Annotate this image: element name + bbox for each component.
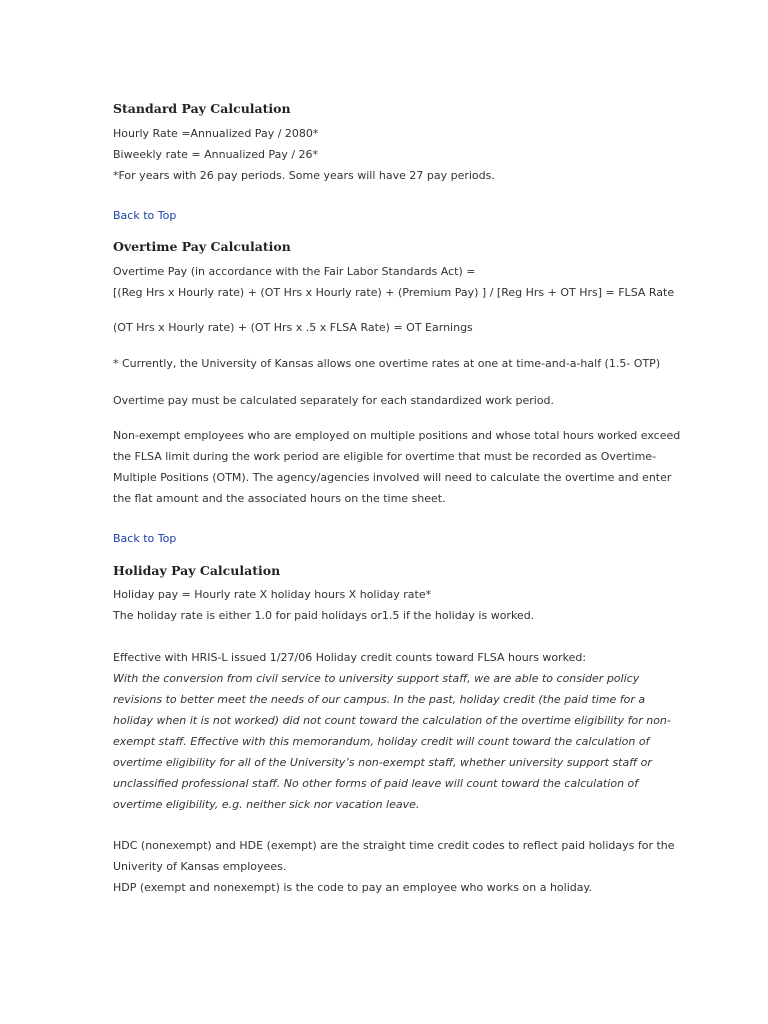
text-line: *For years with 26 pay periods. Some years will have 27 pay periods.	[113, 169, 495, 182]
holiday-effective-text	[113, 647, 673, 668]
text-line: HDP (exempt and nonexempt) is the code to pay an employee who works on a holiday.	[113, 881, 592, 894]
text-line: Effective with HRIS-L issued 1/27/06 Holiday credit counts toward FLSA hours worked:	[113, 651, 587, 664]
text-line: Multiple Positions (OTM). The agency/agencies involved will need to calculate the overtime and enter	[113, 471, 672, 484]
text-line: * Currently, the University of Kansas allows one overtime rates at one at time-and-a-half (1.5- OTP)	[113, 357, 661, 370]
overtime-formula-text	[113, 261, 673, 303]
text-line: the flat amount and the associated hours on the time sheet.	[113, 492, 446, 505]
holiday-codes-text	[113, 835, 673, 898]
standard-pay-heading: Standard Pay Calculation	[113, 101, 291, 116]
text-line: (OT Hrs x Hourly rate) + (OT Hrs x .5 x FLSA Rate) = OT Earnings	[113, 321, 473, 334]
text-line: Univerity of Kansas employees.	[113, 860, 287, 873]
text-line: Overtime pay must be calculated separately for each standardized work period.	[113, 394, 555, 407]
text-line: With the conversion from civil service to university support staff, we are able to consider policy	[113, 672, 640, 685]
text-line: Biweekly rate = Annualized Pay / 26*	[113, 148, 319, 161]
back-to-top-link[interactable]: Back to Top	[113, 532, 177, 545]
holiday-pay-heading: Holiday Pay Calculation	[113, 563, 281, 578]
overtime-separate-text	[113, 390, 673, 411]
text-line: Non-exempt employees who are employed on multiple positions and whose total hours worked exceed	[113, 429, 681, 442]
text-line: [(Reg Hrs x Hourly rate) + (OT Hrs x Hourly rate) + (Premium Pay) ] / [Reg Hrs + OT Hrs] = FLSA Rate	[113, 286, 675, 299]
text-line: the FLSA limit during the work period are eligible for overtime that must be recorded as Overtime-	[113, 450, 657, 463]
text-line: holiday when it is not worked) did not count toward the calculation of the overtime eligibility for non-	[113, 714, 671, 727]
text-line: The holiday rate is either 1.0 for paid holidays or1.5 if the holiday is worked.	[113, 609, 535, 622]
overtime-multiple-positions-text	[113, 425, 681, 509]
text-line: Hourly Rate =Annualized Pay / 2080*	[113, 127, 319, 140]
text-line: Overtime Pay (in accordance with the Fair Labor Standards Act) =	[113, 265, 476, 278]
overtime-pay-heading: Overtime Pay Calculation	[113, 239, 291, 254]
back-to-top-link[interactable]: Back to Top	[113, 209, 177, 222]
holiday-memo-quote	[113, 668, 673, 815]
text-line: HDC (nonexempt) and HDE (exempt) are the straight time credit codes to reflect paid holidays for the	[113, 839, 675, 852]
standard-pay-text	[113, 123, 673, 186]
holiday-formula-text	[113, 584, 673, 626]
overtime-note-text	[113, 353, 673, 374]
text-line: exempt staff. Effective with this memorandum, holiday credit will count toward the calculation of	[113, 735, 650, 748]
text-line: overtime eligibility, e.g. neither sick nor vacation leave.	[113, 798, 420, 811]
text-line: overtime eligibility for all of the University’s non-exempt staff, whether university support staff or	[113, 756, 652, 769]
text-line: unclassified professional staff. No other forms of paid leave will count toward the calculation of	[113, 777, 639, 790]
text-line: revisions to better meet the needs of our campus. In the past, holiday credit (the paid time for a	[113, 693, 646, 706]
overtime-earnings-text	[113, 317, 673, 338]
text-line: Holiday pay = Hourly rate X holiday hours X holiday rate*	[113, 588, 432, 601]
